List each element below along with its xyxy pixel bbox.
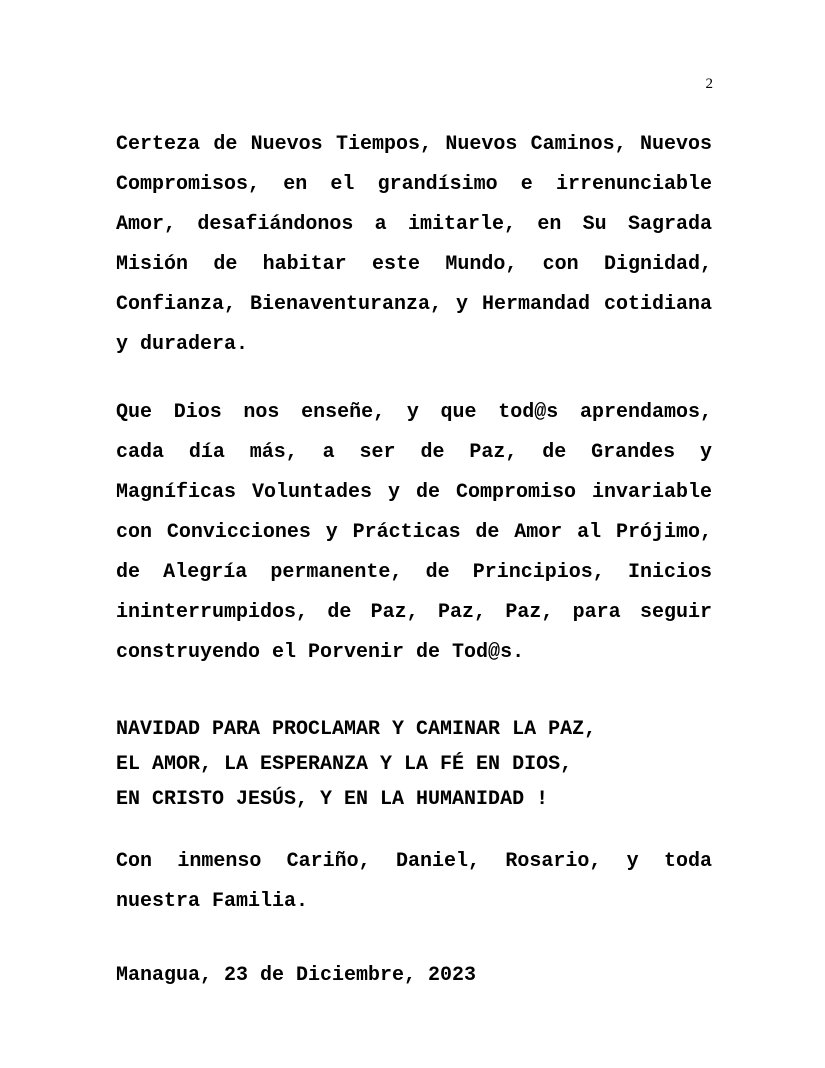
proclamation-line: NAVIDAD PARA PROCLAMAR Y CAMINAR LA PAZ, — [116, 718, 597, 741]
closing-line: nuestra Familia. — [116, 890, 309, 913]
page-number: 2 — [705, 76, 713, 92]
paragraph2-line: construyendo el Porvenir de Tod@s. — [116, 641, 525, 664]
paragraph1-line: Amor, desafiándonos a imitarle, en Su Sagrada — [116, 213, 712, 236]
paragraph2-line: ininterrumpidos, de Paz, Paz, Paz, para seguir — [116, 601, 712, 624]
paragraph2-line: con Convicciones y Prácticas de Amor al Prójimo, — [116, 521, 712, 544]
paragraph1-line: Misión de habitar este Mundo, con Dignidad, — [116, 253, 712, 276]
proclamation-line: EL AMOR, LA ESPERANZA Y LA FÉ EN DIOS, — [116, 753, 573, 776]
paragraph2-line: de Alegría permanente, de Principios, Inicios — [116, 561, 712, 584]
paragraph2-line: Que Dios nos enseñe, y que tod@s aprendamos, — [116, 401, 712, 424]
proclamation-line: EN CRISTO JESÚS, Y EN LA HUMANIDAD ! — [116, 788, 549, 811]
paragraph1-line: Certeza de Nuevos Tiempos, Nuevos Caminos, Nuevos — [116, 133, 712, 156]
paragraph2-line: cada día más, a ser de Paz, de Grandes y — [116, 441, 712, 464]
place-date: Managua, 23 de Diciembre, 2023 — [116, 964, 477, 987]
paragraph1-line: Compromisos, en el grandísimo e irrenunciable — [116, 173, 712, 196]
paragraph1-line: y duradera. — [116, 333, 249, 356]
paragraph1-line: Confianza, Bienaventuranza, y Hermandad cotidiana — [116, 293, 712, 316]
closing-line: Con inmenso Cariño, Daniel, Rosario, y toda — [116, 850, 712, 873]
paragraph2-line: Magníficas Voluntades y de Compromiso invariable — [116, 481, 712, 504]
